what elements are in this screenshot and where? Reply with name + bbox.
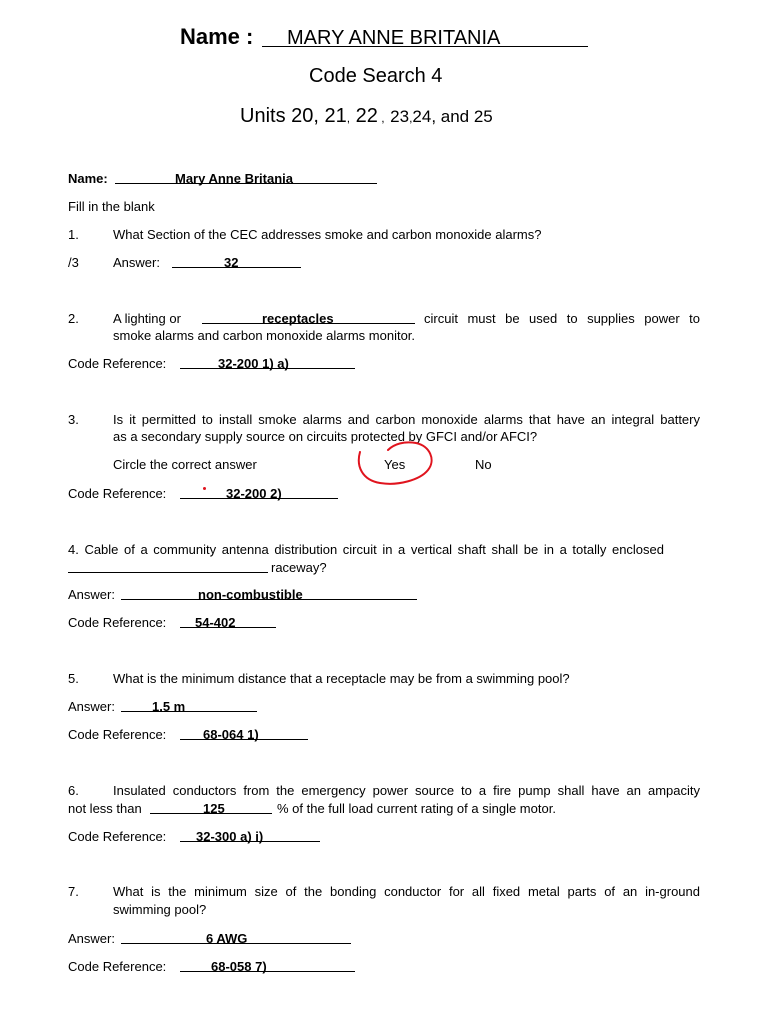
q7-ref: 68-058 7) — [211, 959, 267, 974]
q6-number: 6. — [68, 783, 79, 798]
units-comma-1: , — [346, 111, 351, 125]
q4-line2-end: raceway? — [271, 560, 327, 575]
q7-ref-label: Code Reference: — [68, 959, 167, 974]
units-heading — [240, 104, 493, 130]
q3-line1: Is it permitted to install smoke alarms and carbon monoxide alarms that have an integral battery — [113, 412, 700, 427]
q3-option-no[interactable]: No — [475, 457, 492, 472]
q3-ref: 32-200 2) — [226, 486, 282, 501]
q6-ref-label: Code Reference: — [68, 829, 167, 844]
q2-ref-label: Code Reference: — [68, 356, 167, 371]
q4-answer: non-combustible — [198, 587, 303, 602]
q5-ref: 68-064 1) — [203, 727, 259, 742]
q1-answer-label: Answer: — [113, 255, 160, 270]
q3-red-mark — [203, 487, 206, 490]
q2-line1-b: circuit must be used to supplies power to — [424, 311, 700, 326]
q3-line2: as a secondary supply source on circuits protected by GFCI and/or AFCI? — [113, 429, 538, 444]
q7-number: 7. — [68, 884, 79, 899]
q7-answer: 6 AWG — [206, 931, 248, 946]
q6-ref: 32-300 a) i) — [196, 829, 264, 844]
q1-answer: 32 — [224, 255, 239, 270]
q5-number: 5. — [68, 671, 79, 686]
q5-text: What is the minimum distance that a receptacle may be from a swimming pool? — [113, 671, 570, 686]
q4-answer-label: Answer: — [68, 587, 115, 602]
q5-answer-underline — [121, 711, 257, 712]
units-24: 24, and 25 — [412, 107, 493, 126]
q2-answer: receptacles — [262, 311, 334, 326]
q7-line2: swimming pool? — [113, 902, 207, 917]
q3-ref-label: Code Reference: — [68, 486, 167, 501]
q4-line1: 4. Cable of a community antenna distribution circuit in a vertical shaft shall be in a totally enclosed — [68, 542, 664, 557]
units-prefix: Units 20, 21 — [240, 105, 347, 127]
q3-answer-circle — [350, 436, 440, 490]
q1-number: 1. — [68, 227, 79, 242]
q6-line1: Insulated conductors from the emergency power source to a fire pump shall have an ampacity — [113, 783, 700, 798]
q6-answer: 125 — [203, 801, 225, 816]
page-title: Code Search 4 — [309, 65, 443, 87]
units-22: 22 — [355, 105, 378, 127]
q6-line2-a: not less than — [68, 801, 142, 816]
units-comma-2: , — [381, 111, 385, 125]
q3-option-yes[interactable]: Yes — [384, 457, 406, 472]
q4-ref: 54-402 — [195, 615, 236, 630]
units-23: 23 — [390, 107, 410, 126]
instructions: Fill in the blank — [68, 199, 155, 214]
q3-number: 3. — [68, 412, 79, 427]
units-comma-3: , — [409, 111, 413, 125]
q5-answer: 1.5 m — [152, 699, 186, 714]
q3-circle-label: Circle the correct answer — [113, 457, 257, 472]
q7-answer-label: Answer: — [68, 931, 115, 946]
q6-line2-b: % of the full load current rating of a single motor. — [277, 801, 556, 816]
q4-blank-underline — [68, 572, 268, 573]
q5-ref-label: Code Reference: — [68, 727, 167, 742]
q1-text: What Section of the CEC addresses smoke and carbon monoxide alarms? — [113, 227, 542, 242]
student-name-value: Mary Anne Britania — [175, 171, 293, 186]
q2-number: 2. — [68, 311, 79, 326]
q1-marks: /3 — [68, 255, 79, 270]
q5-answer-label: Answer: — [68, 699, 115, 714]
q2-line2: smoke alarms and carbon monoxide alarms monitor. — [113, 328, 416, 343]
header-name-label: Name : — [180, 24, 254, 49]
q7-line1: What is the minimum size of the bonding conductor for all fixed metal parts of an in-ground — [113, 884, 700, 899]
q4-ref-label: Code Reference: — [68, 615, 167, 630]
q2-ref: 32-200 1) a) — [218, 356, 289, 371]
student-name-label: Name: — [68, 171, 108, 186]
header-name-value: MARY ANNE BRITANIA — [287, 27, 501, 49]
q2-line1-a: A lighting or — [113, 311, 181, 326]
q7-ref-underline — [180, 971, 355, 972]
